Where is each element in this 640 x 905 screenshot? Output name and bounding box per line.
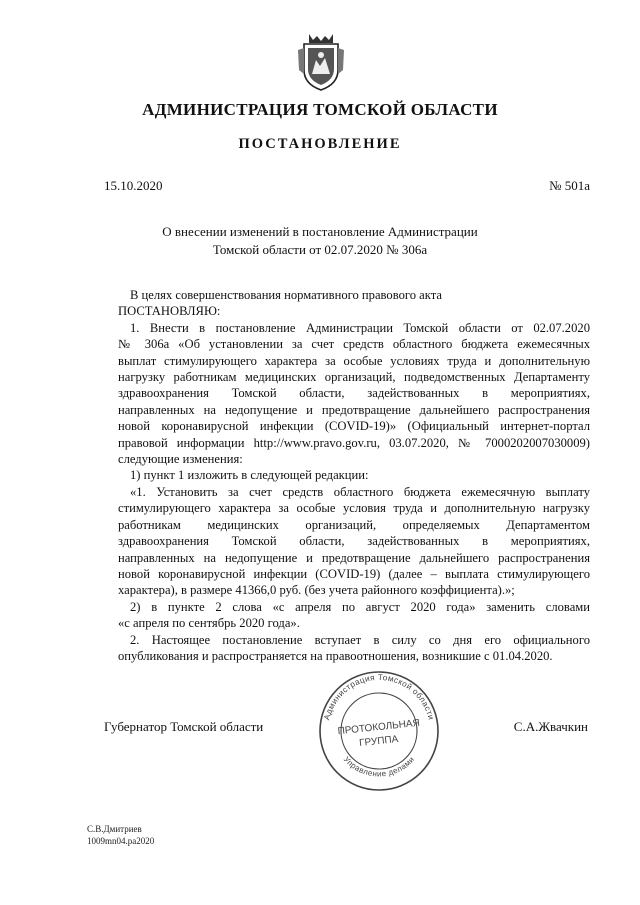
paragraph-line: здравоохранения Томской области, задействованных в мероприятиях, [118, 534, 590, 549]
document-body [118, 287, 590, 664]
paragraph-line: № 306а «Об установлении за счет средств областного бюджета ежемесячных [118, 337, 590, 352]
paragraph-line: выплат стимулирующего характера за особые условиях труда и дополнительную [118, 353, 590, 368]
footer-info [87, 823, 154, 847]
stamp-center-line: ПРОТОКОЛЬНАЯ [337, 717, 421, 738]
paragraph-line: 2. Настоящее постановление вступает в силу со дня его официального [130, 632, 590, 647]
sub-item-1: 1) пункт 1 изложить в следующей редакции: [130, 468, 369, 483]
preamble: В целях совершенствования нормативного правового акта [130, 288, 442, 302]
paragraph-line: следующие изменения: [118, 452, 243, 467]
paragraph-line: 1. Внести в постановление Администрации Томской области от 02.07.2020 [130, 320, 590, 335]
organization-title: АДМИНИСТРАЦИЯ ТОМСКОЙ ОБЛАСТИ [142, 100, 498, 119]
document-subject [0, 223, 640, 258]
paragraph-line: новой коронавирусной инфекции (COVID-19) (далее – выплата стимулирующего [118, 566, 590, 581]
item-1-paragraph [118, 320, 590, 468]
stamp-center-line: ГРУППА [358, 733, 399, 750]
subject-line: О внесении изменений в постановление Администрации [162, 224, 478, 239]
paragraph-line: направленных на недопущение и предотвращение дальнейшего распространения [118, 402, 590, 417]
item-2-paragraph [118, 632, 590, 665]
decree-word: ПОСТАНОВЛЯЮ: [118, 304, 221, 319]
paragraph-line: нагрузку работникам медицинских организаций, подведомственных Департаменту [118, 370, 590, 385]
paragraph-line: направленных на недопущение и предотвращение дальнейшего распространения [118, 550, 590, 565]
paragraph-line: 2) в пункте 2 слова «с апреля по август 2020 года» заменить словами [130, 599, 590, 614]
paragraph-line: характера), в размере 41366,0 руб. (без учета районного коэффициента).»; [118, 583, 515, 598]
signatory-name: С.А.Жвачкин [513, 719, 588, 734]
paragraph-line: стимулирующего характера за особые условия труда и дополнительную нагрузку [118, 501, 590, 516]
quoted-paragraph [118, 484, 590, 599]
paragraph-line: «с апреля по сентябрь 2020 года». [118, 616, 300, 631]
sub-item-2 [118, 599, 590, 632]
paragraph-line: опубликования и распространяется на правоотношения, возникшие с 01.04.2020. [118, 648, 553, 663]
paragraph-line: правовой информации http://www.pravo.gov.ru, 03.07.2020, № 7000202007030009) [118, 435, 590, 450]
official-stamp [312, 670, 446, 792]
signatory-position: Губернатор Томской области [104, 719, 264, 734]
document-number: № 501а [549, 178, 590, 193]
document-type: ПОСТАНОВЛЕНИЕ [238, 136, 402, 152]
paragraph-line: работникам медицинских организаций, определяемых Департаментом [118, 517, 590, 532]
svg-text:Администрация Томской области [322, 673, 435, 721]
paragraph-line: новой коронавирусной инфекции (COVID-19)» (Официальный интернет-портал [118, 419, 590, 434]
document-date: 15.10.2020 [104, 178, 163, 193]
paragraph-line: здравоохранения Томской области, задействованных в мероприятиях, [118, 386, 590, 401]
coat-of-arms-icon [296, 30, 346, 92]
subject-line: Томской области от 02.07.2020 № 306а [212, 241, 428, 257]
stamp-ring-top: Администрация Томской области [322, 672, 436, 721]
stamp-ring-bottom: Управление делами [341, 754, 417, 779]
file-reference: 1009mn04.ра2020 [87, 836, 155, 846]
paragraph-line: «1. Установить за счет средств областного бюджета ежемесячную выплату [130, 484, 590, 499]
executor-name: С.В.Дмитриев [87, 824, 142, 834]
